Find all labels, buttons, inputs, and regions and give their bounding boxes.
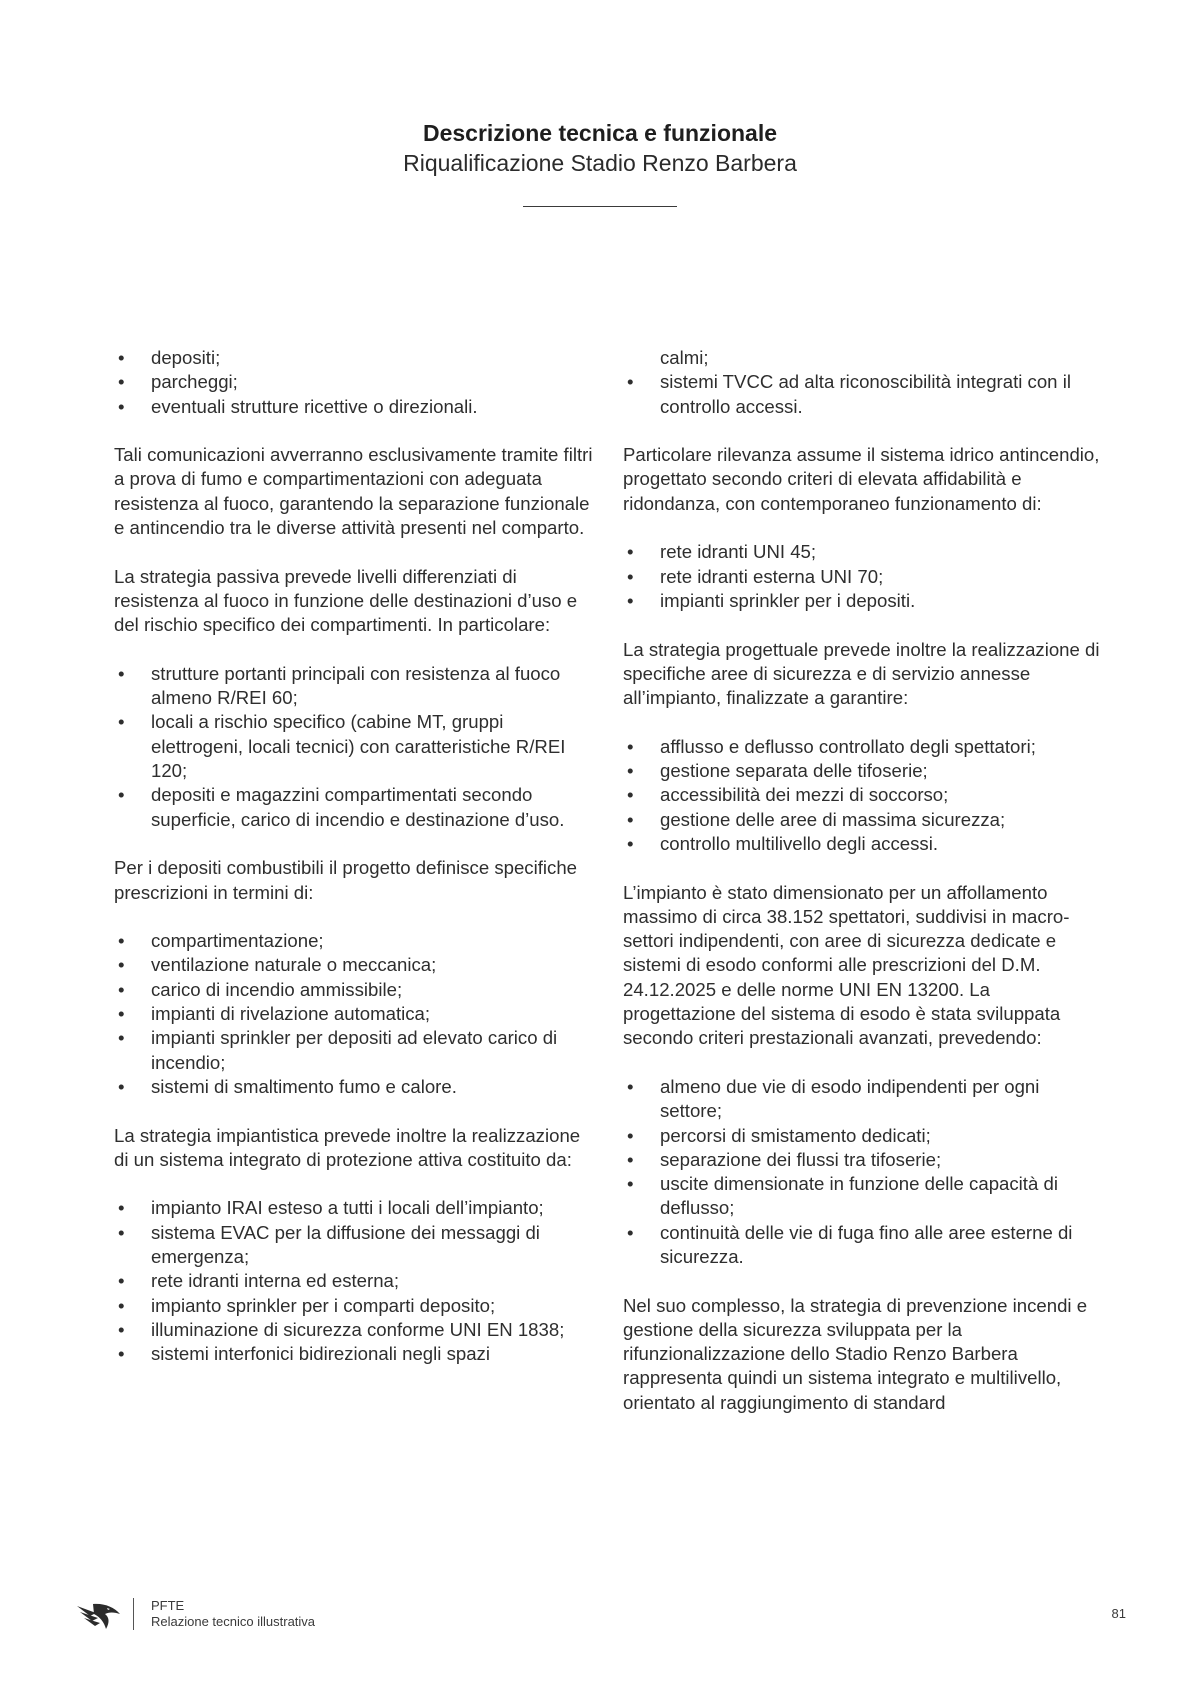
footer-text <box>151 1598 315 1630</box>
list-item: • eventuali strutture ricettive o direzionali. <box>114 395 594 419</box>
list-item: • sistema EVAC per la diffusione dei messaggi di emergenza; <box>114 1221 594 1270</box>
list-item: • strutture portanti principali con resistenza al fuoco almeno R/REI 60; <box>114 662 594 711</box>
list-item: • parcheggi; <box>114 370 594 394</box>
title-divider <box>523 206 677 207</box>
list-item: • continuità delle vie di fuga fino alle aree esterne di sicurezza. <box>623 1221 1103 1270</box>
list-item: • rete idranti interna ed esterna; <box>114 1269 594 1293</box>
paragraph: L’impianto è stato dimensionato per un affollamento massimo di circa 38.152 spettatori, suddivisi in macro-settori indipendenti, con aree di sicurezza dedicate e sistemi di esodo conformi alle prescrizioni del D.M. 24.12.2025 e delle norme UNI EN 13200. La progettazione del sistema di esodo è stata sviluppata secondo criteri prestazionali avanzati, prevedendo: <box>623 881 1070 1049</box>
left-list-1 <box>114 346 594 419</box>
footer-divider <box>133 1598 134 1630</box>
list-item: • percorsi di smistamento dedicati; <box>623 1124 1103 1148</box>
left-list-4 <box>114 1196 594 1366</box>
page-subtitle: Riqualificazione Stadio Renzo Barbera <box>403 150 797 176</box>
list-item: • sistemi TVCC ad alta riconoscibilità integrati con il controllo accessi. <box>623 370 1103 419</box>
list-item: • rete idranti UNI 45; <box>623 540 1103 564</box>
list-item: • gestione delle aree di massima sicurezza; <box>623 808 1103 832</box>
list-item: • gestione separata delle tifoserie; <box>623 759 1103 783</box>
paragraph: La strategia progettuale prevede inoltre la realizzazione di specifiche aree di sicurezza e di servizio annesse all’impianto, finalizzate a garantire: <box>623 638 1100 709</box>
list-item: • depositi e magazzini compartimentati secondo superficie, carico di incendio e destinazione d’uso. <box>114 783 594 832</box>
list-item: • carico di incendio ammissibile; <box>114 978 594 1002</box>
footer-doc-type: PFTE <box>151 1598 185 1613</box>
right-list-2 <box>623 540 1103 613</box>
list-item: • impianti sprinkler per depositi ad elevato carico di incendio; <box>114 1026 594 1075</box>
paragraph: La strategia passiva prevede livelli differenziati di resistenza al fuoco in funzione delle destinazioni d’uso e del rischio specifico dei compartimenti. In particolare: <box>114 565 578 636</box>
list-item: • uscite dimensionate in funzione delle capacità di deflusso; <box>623 1172 1103 1221</box>
page-title: Descrizione tecnica e funzionale <box>422 120 778 146</box>
list-item: • impianto sprinkler per i comparti deposito; <box>114 1294 594 1318</box>
paragraph: Particolare rilevanza assume il sistema idrico antincendio, progettato secondo criteri di elevata affidabilità e ridondanza, con contemporaneo funzionamento di: <box>623 444 1100 514</box>
right-list-3 <box>623 735 1103 856</box>
page-footer <box>76 1596 1126 1636</box>
left-list-3 <box>114 929 594 1099</box>
list-item: • accessibilità dei mezzi di soccorso; <box>623 783 1103 807</box>
right-list-1 <box>623 370 1103 419</box>
paragraph: Per i depositi combustibili il progetto definisce specifiche prescrizioni in termini di: <box>114 857 578 903</box>
page-number: 81 <box>1111 1606 1126 1621</box>
list-item: • almeno due vie di esodo indipendenti per ogni settore; <box>623 1075 1103 1124</box>
left-list-2 <box>114 662 594 832</box>
list-item: • compartimentazione; <box>114 929 594 953</box>
list-item: • separazione dei flussi tra tifoserie; <box>623 1148 1103 1172</box>
eagle-logo-icon <box>76 1600 122 1630</box>
paragraph: La strategia impiantistica prevede inoltre la realizzazione di un sistema integrato di protezione attiva costituito da: <box>114 1124 581 1170</box>
list-item: • impianto IRAI esteso a tutti i locali dell’impianto; <box>114 1196 594 1220</box>
list-item: • ventilazione naturale o meccanica; <box>114 953 594 977</box>
left-column <box>114 346 594 1391</box>
list-item: • depositi; <box>114 346 594 370</box>
list-item: • impianti sprinkler per i depositi. <box>623 589 1103 613</box>
page-header <box>0 118 1200 207</box>
list-item: • sistemi di smaltimento fumo e calore. <box>114 1075 594 1099</box>
list-item: • controllo multilivello degli accessi. <box>623 832 1103 856</box>
list-item: • sistemi interfonici bidirezionali negli spazi <box>114 1342 594 1366</box>
right-column <box>623 346 1103 1439</box>
list-item: • impianti di rivelazione automatica; <box>114 1002 594 1026</box>
right-list-4 <box>623 1075 1103 1269</box>
list-item: • afflusso e deflusso controllato degli spettatori; <box>623 735 1103 759</box>
paragraph: Tali comunicazioni avverranno esclusivamente tramite filtri a prova di fumo e compartimentazioni con adeguata resistenza al fuoco, garantendo la separazione funzionale e antincendio tra le diverse attività presenti nel comparto. <box>114 444 593 539</box>
paragraph: Nel suo complesso, la strategia di prevenzione incendi e gestione della sicurezza sviluppata per la rifunzionalizzazione dello Stadio Renzo Barbera rappresenta quindi un sistema integrato e multilivello, orientato al raggiungimento di standard <box>623 1294 1088 1413</box>
list-item: • locali a rischio specifico (cabine MT, gruppi elettrogeni, locali tecnici) con caratteristiche R/REI 120; <box>114 710 594 783</box>
list-item: • rete idranti esterna UNI 70; <box>623 565 1103 589</box>
continued-item: calmi; <box>660 347 709 368</box>
footer-doc-name: Relazione tecnico illustrativa <box>151 1614 316 1629</box>
list-item: • illuminazione di sicurezza conforme UNI EN 1838; <box>114 1318 594 1342</box>
